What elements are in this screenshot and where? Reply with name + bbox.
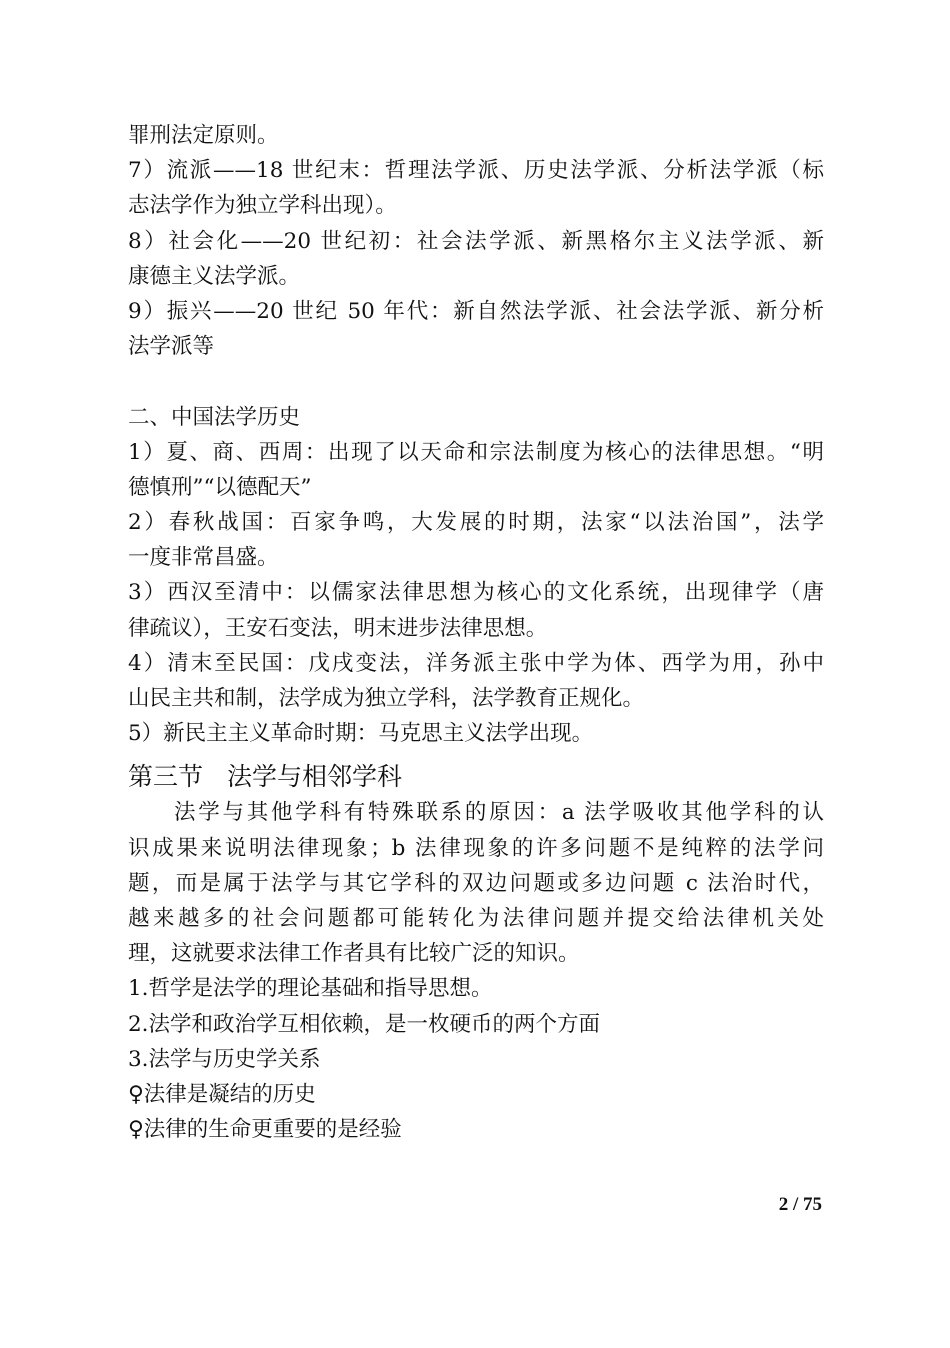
bullet-text: 法律是凝结的历史 — [143, 1081, 316, 1107]
bullet-item — [128, 1112, 824, 1147]
list-item: 3.法学与历史学关系 — [128, 1046, 321, 1072]
text-line: 5）新民主主义革命时期：马克思主义法学出现。 — [128, 721, 594, 747]
subsection-heading: 二、中国法学历史 — [128, 404, 301, 430]
text-line: 1）夏、商、西周：出现了以天命和宗法制度为核心的法律思想。“明 — [128, 439, 824, 465]
text-line: 2）春秋战国：百家争鸣，大发展的时期，法家“以法治国”，法学 — [128, 510, 824, 536]
bullet-text: 法律的生命更重要的是经验 — [143, 1117, 402, 1143]
blank-line — [128, 364, 824, 399]
list-item: 2.法学和政治学互相依赖，是一枚硬币的两个方面 — [128, 1011, 601, 1037]
text-line: 理，这就要求法律工作者具有比较广泛的知识。 — [128, 941, 580, 967]
text-line: 法学派等 — [128, 334, 215, 360]
section-title: 法学与相邻学科 — [227, 762, 403, 792]
text-line: 罪刑法定原则。 — [128, 123, 279, 148]
text-line: 4）清末至民国：戊戌变法，洋务派主张中学为体、西学为用，孙中 — [128, 650, 824, 676]
bullet-item — [128, 1077, 824, 1112]
document-page — [128, 118, 824, 1147]
text-line: 山民主共和制，法学成为独立学科，法学教育正规化。 — [128, 686, 645, 711]
text-line: 9）振兴——20 世纪 50 年代：新自然法学派、社会法学派、新分析 — [128, 298, 824, 324]
page-number: 2 / 75 — [778, 1194, 822, 1215]
venus-bullet-icon: ♀ — [128, 1117, 144, 1143]
text-line: 康德主义法学派。 — [128, 263, 301, 289]
text-line: 题，而是属于法学与其它学科的双边问题或多边问题 c 法治时代， — [128, 870, 824, 896]
text-line: 法学与其他学科有特殊联系的原因：a 法学吸收其他学科的认 — [174, 800, 824, 826]
text-line: 越来越多的社会问题都可能转化为法律问题并提交给法律机关处 — [128, 905, 824, 931]
list-item: 1.哲学是法学的理论基础和指导思想。 — [128, 976, 493, 1002]
section-heading — [128, 759, 824, 795]
venus-bullet-icon: ♀ — [128, 1081, 144, 1107]
text-line: 3）西汉至清中：以儒家法律思想为核心的文化系统，出现律学（唐 — [128, 580, 824, 606]
text-line: 德慎刑”“以德配天” — [128, 474, 312, 500]
text-line: 8）社会化——20 世纪初：社会法学派、新黑格尔主义法学派、新 — [128, 228, 824, 254]
section-number: 第三节 — [128, 762, 204, 792]
text-line: 7）流派——18 世纪末：哲理法学派、历史法学派、分析法学派（标 — [128, 158, 824, 184]
text-line: 一度非常昌盛。 — [128, 545, 279, 571]
text-line: 识成果来说明法律现象；b 法律现象的许多问题不是纯粹的法学问 — [128, 835, 824, 861]
text-line: 律疏议），王安石变法，明末进步法律思想。 — [128, 615, 548, 641]
text-line: 志法学作为独立学科出现）。 — [128, 193, 397, 219]
